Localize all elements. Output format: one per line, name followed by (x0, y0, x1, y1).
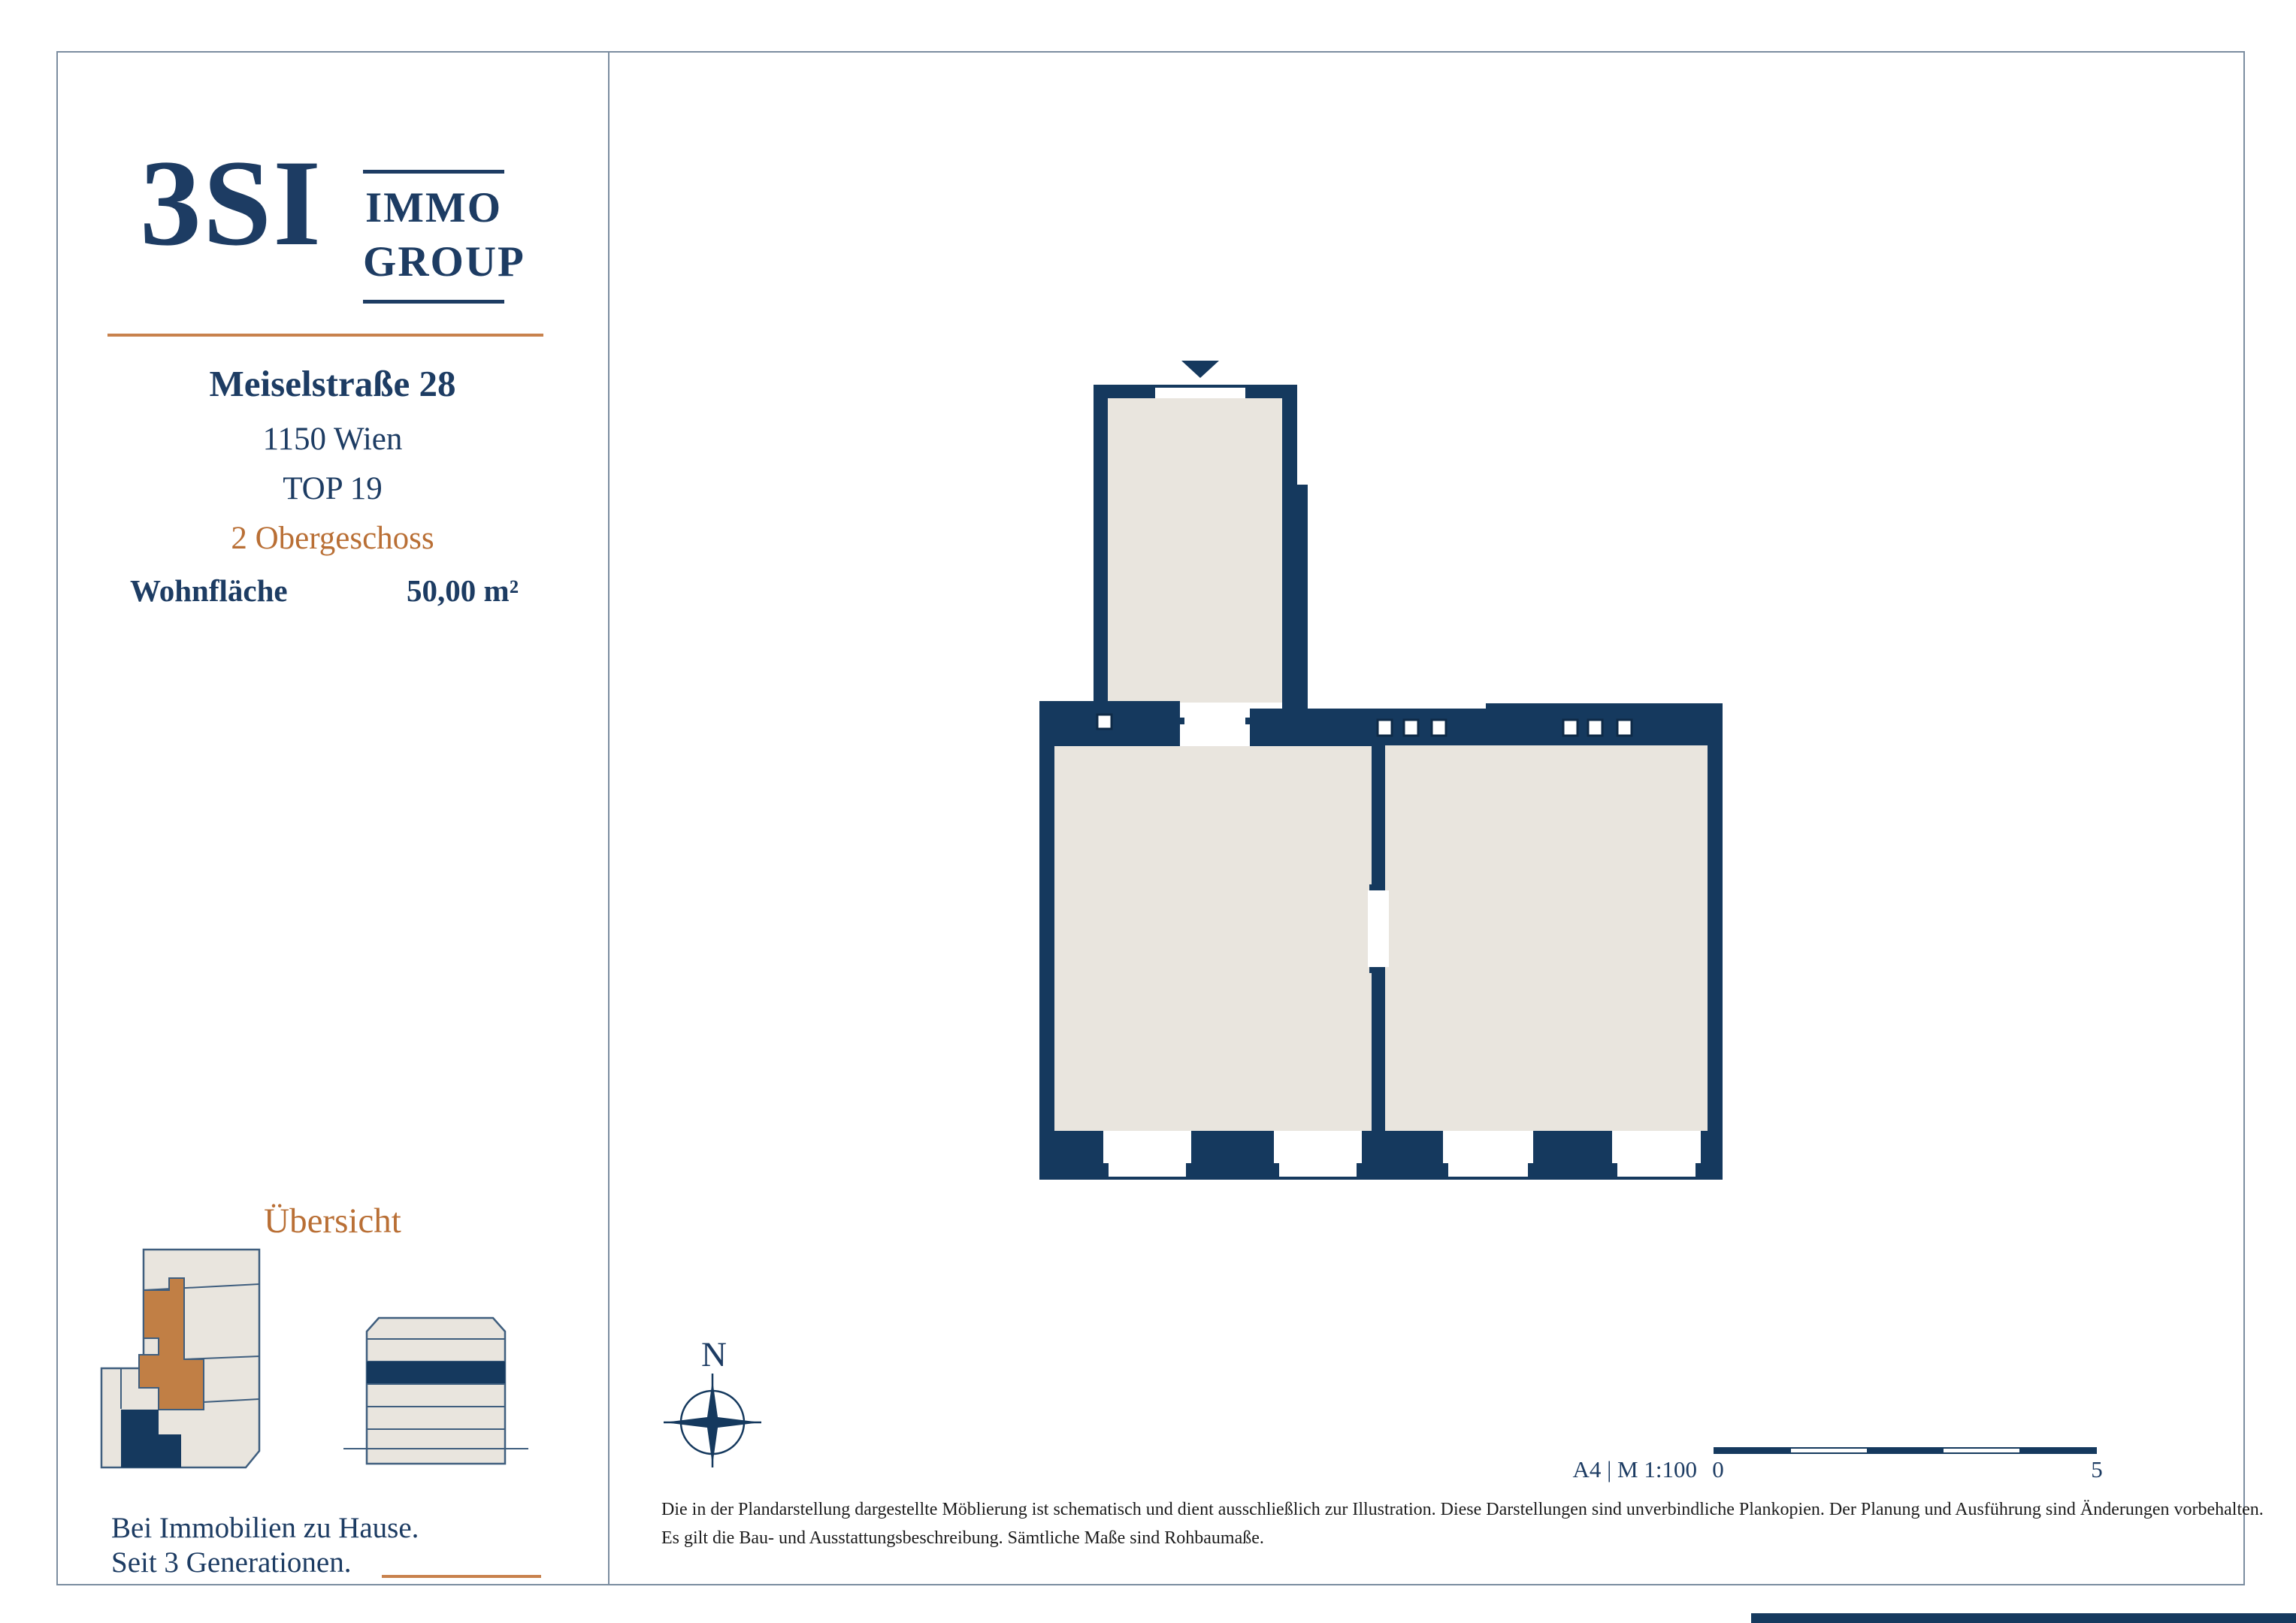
property-unit: TOP 19 (283, 471, 383, 506)
interior-door-opening (1368, 890, 1389, 967)
property-city: 1150 Wien (262, 422, 403, 457)
north-label: N (701, 1335, 727, 1374)
scale-start-label: 0 (1712, 1456, 1724, 1482)
disclaimer-line1: Die in der Plandarstellung dargestellte Möblierung ist schematisch und dient ausschließlich zur Illustration. Diese Darstellungen sind unverbindliche Plankopien. Der Planung und Ausführung sind Änderungen vorbehalten. (661, 1500, 2264, 1519)
scale-bar-segment (1791, 1449, 1867, 1452)
scale-format-label: A4 | M 1:100 (1572, 1456, 1697, 1482)
scale-bar (1714, 1447, 2097, 1454)
footer-accent-stripe (1751, 1613, 2296, 1623)
room-left (1054, 746, 1372, 1131)
brand-logo-sub-line1: IMMO (365, 184, 503, 231)
scale-end-label: 5 (2091, 1456, 2103, 1482)
property-floor: 2 Obergeschoss (231, 521, 434, 556)
property-street: Meiselstraße 28 (209, 363, 456, 404)
scale-bar-segment (1944, 1449, 2019, 1452)
brand-logo-sub-line2: GROUP (363, 238, 525, 286)
scale-bar-segment (1867, 1449, 1943, 1452)
brand-logo-text: 3SI (140, 135, 323, 271)
disclaimer-line2: Es gilt die Bau- und Ausstattungsbeschreibung. Sämtliche Maße sind Rohbaumaße. (661, 1528, 1264, 1548)
compass-rose-icon (664, 1374, 761, 1467)
scale-bar-segment (2019, 1449, 2095, 1452)
tagline-line2: Seit 3 Generationen. (111, 1546, 352, 1579)
room-vestibule (1108, 398, 1282, 703)
overview-heading: Übersicht (264, 1201, 401, 1241)
living-area-label: Wohnfläche (130, 573, 288, 608)
floorplan-walls (1039, 361, 1723, 1180)
scale-bar-segment (1715, 1449, 1791, 1452)
entrance-door-opening (1155, 388, 1245, 398)
entrance-arrow-icon (1181, 361, 1219, 378)
living-area-value: 50,00 m² (407, 573, 519, 608)
tagline-line1: Bei Immobilien zu Hause. (111, 1512, 419, 1544)
room-right (1385, 745, 1708, 1131)
